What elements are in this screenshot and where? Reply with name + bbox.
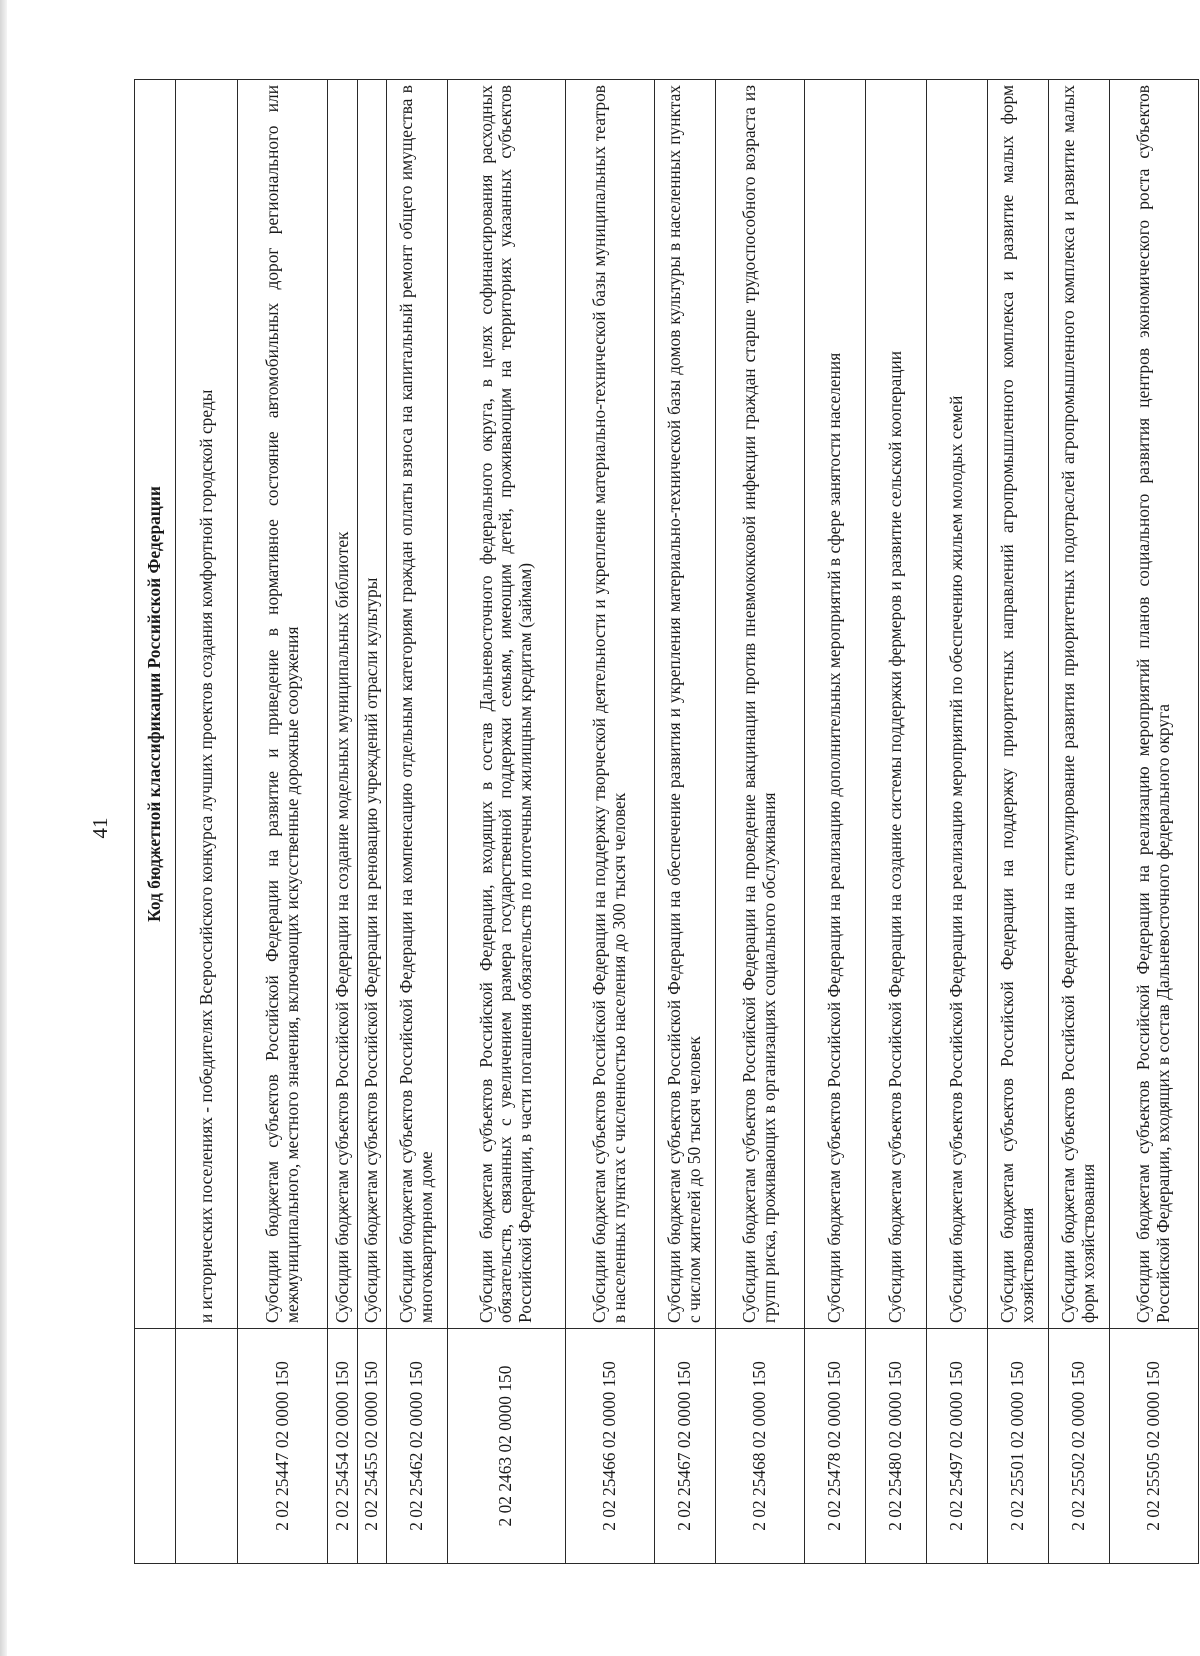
code-cell: 2 02 25505 02 0000 150	[1109, 1329, 1198, 1564]
table-row	[1048, 80, 1109, 1564]
table-row	[865, 80, 926, 1564]
code-cell: 2 02 25502 02 0000 150	[1048, 1329, 1109, 1564]
page-number: 41	[88, 817, 112, 839]
table-row	[238, 80, 328, 1564]
table-row	[715, 80, 804, 1564]
table-header-row	[135, 80, 176, 1564]
table-row	[565, 80, 654, 1564]
code-cell: 2 02 25447 02 0000 150	[238, 1329, 328, 1564]
description-cell: Субсидии бюджетам субъектов Российской Федерации на реализацию мероприятий планов социального развития центров экономического роста субъектов Российской Федерации, входящих в состав Дальневосточного федерального округа	[1109, 80, 1198, 1329]
description-cell: Субсидии бюджетам субъектов Российской Федерации на реновацию учреждений отрасли культуры	[357, 80, 386, 1329]
table-row	[1109, 80, 1198, 1564]
table-row	[926, 80, 987, 1564]
table-row	[654, 80, 715, 1564]
code-cell: 2 02 25462 02 0000 150	[387, 1329, 448, 1564]
scan-edge-shadow	[0, 0, 7, 1656]
budget-classification-table	[134, 79, 1199, 1564]
table-row	[176, 80, 238, 1564]
description-cell: Субсидии бюджетам субъектов Российской Федерации на реализацию дополнительных мероприятий в сфере занятости населения	[804, 80, 865, 1329]
code-cell: 2 02 25478 02 0000 150	[804, 1329, 865, 1564]
code-cell: 2 02 25501 02 0000 150	[987, 1329, 1048, 1564]
description-cell: Субсидии бюджетам субъектов Российской Федерации на стимулирование развития приоритетных подотраслей агропромышленного комплекса и развитие малых форм хозяйствования	[1048, 80, 1109, 1329]
description-cell: и исторических поселениях - победителях Всероссийского конкурса лучших проектов создания комфортной городской среды	[176, 80, 238, 1329]
rotated-table-container	[134, 80, 1199, 1564]
description-cell: Субсидии бюджетам субъектов Российской Федерации на компенсацию отдельным категориям граждан оплаты взноса на капитальный ремонт общего имущества в многоквартирном доме	[387, 80, 448, 1329]
code-cell: 2 02 2463 02 0000 150	[448, 1329, 566, 1564]
table-row	[987, 80, 1048, 1564]
code-cell: 2 02 25466 02 0000 150	[565, 1329, 654, 1564]
table-row	[804, 80, 865, 1564]
description-cell: Субсидии бюджетам субъектов Российской Федерации, входящих в состав Дальневосточного федерального округа, в целях софинансирования расходных обязательств, связанных с увеличением размера государственной поддержки семьям, имеющим детей, проживающим на территориях указанных субъектов Российской Федерации, в части погашения обязательств по ипотечным жилищным кредитам (займам)	[448, 80, 566, 1329]
code-cell: 2 02 25455 02 0000 150	[357, 1329, 386, 1564]
description-cell: Субсидии бюджетам субъектов Российской Федерации на реализацию мероприятий по обеспечению жильем молодых семей	[926, 80, 987, 1329]
description-cell: Субсидии бюджетам субъектов Российской Федерации на поддержку творческой деятельности и укрепление материально-технической базы муниципальных театров в населенных пунктах с численностью населения до 300 тысяч человек	[565, 80, 654, 1329]
table-row	[448, 80, 566, 1564]
header-cell-code	[135, 1329, 176, 1564]
table-row	[328, 80, 357, 1564]
code-cell: 2 02 25468 02 0000 150	[715, 1329, 804, 1564]
description-cell: Субсидии бюджетам субъектов Российской Федерации на поддержку приоритетных направлений агропромышленного комплекса и развитие малых форм хозяйствования	[987, 80, 1048, 1329]
description-cell: Субсидии бюджетам субъектов Российской Федерации на проведение вакцинации против пневмококковой инфекции граждан старше трудоспособного возраста из групп риска, проживающих в организациях социального обслуживания	[715, 80, 804, 1329]
code-cell: 2 02 25467 02 0000 150	[654, 1329, 715, 1564]
code-cell	[176, 1329, 238, 1564]
description-cell: Субсидии бюджетам субъектов Российской Федерации на развитие и приведение в нормативное состояние автомобильных дорог регионального или межмуниципального, местного значения, включающих искусственные дорожные сооружения	[238, 80, 328, 1329]
code-cell: 2 02 25454 02 0000 150	[328, 1329, 357, 1564]
code-cell: 2 02 25480 02 0000 150	[865, 1329, 926, 1564]
description-cell: Субсидии бюджетам субъектов Российской Федерации на обеспечение развития и укрепления материально-технической базы домов культуры в населенных пунктах с числом жителей до 50 тысяч человек	[654, 80, 715, 1329]
table-row	[357, 80, 386, 1564]
code-cell: 2 02 25497 02 0000 150	[926, 1329, 987, 1564]
description-cell: Субсидии бюджетам субъектов Российской Федерации на создание модельных муниципальных библиотек	[328, 80, 357, 1329]
description-cell: Субсидии бюджетам субъектов Российской Федерации на создание системы поддержки фермеров и развитие сельской кооперации	[865, 80, 926, 1329]
table-row	[387, 80, 448, 1564]
header-cell-classification: Код бюджетной классификации Российской Федерации	[135, 80, 176, 1329]
